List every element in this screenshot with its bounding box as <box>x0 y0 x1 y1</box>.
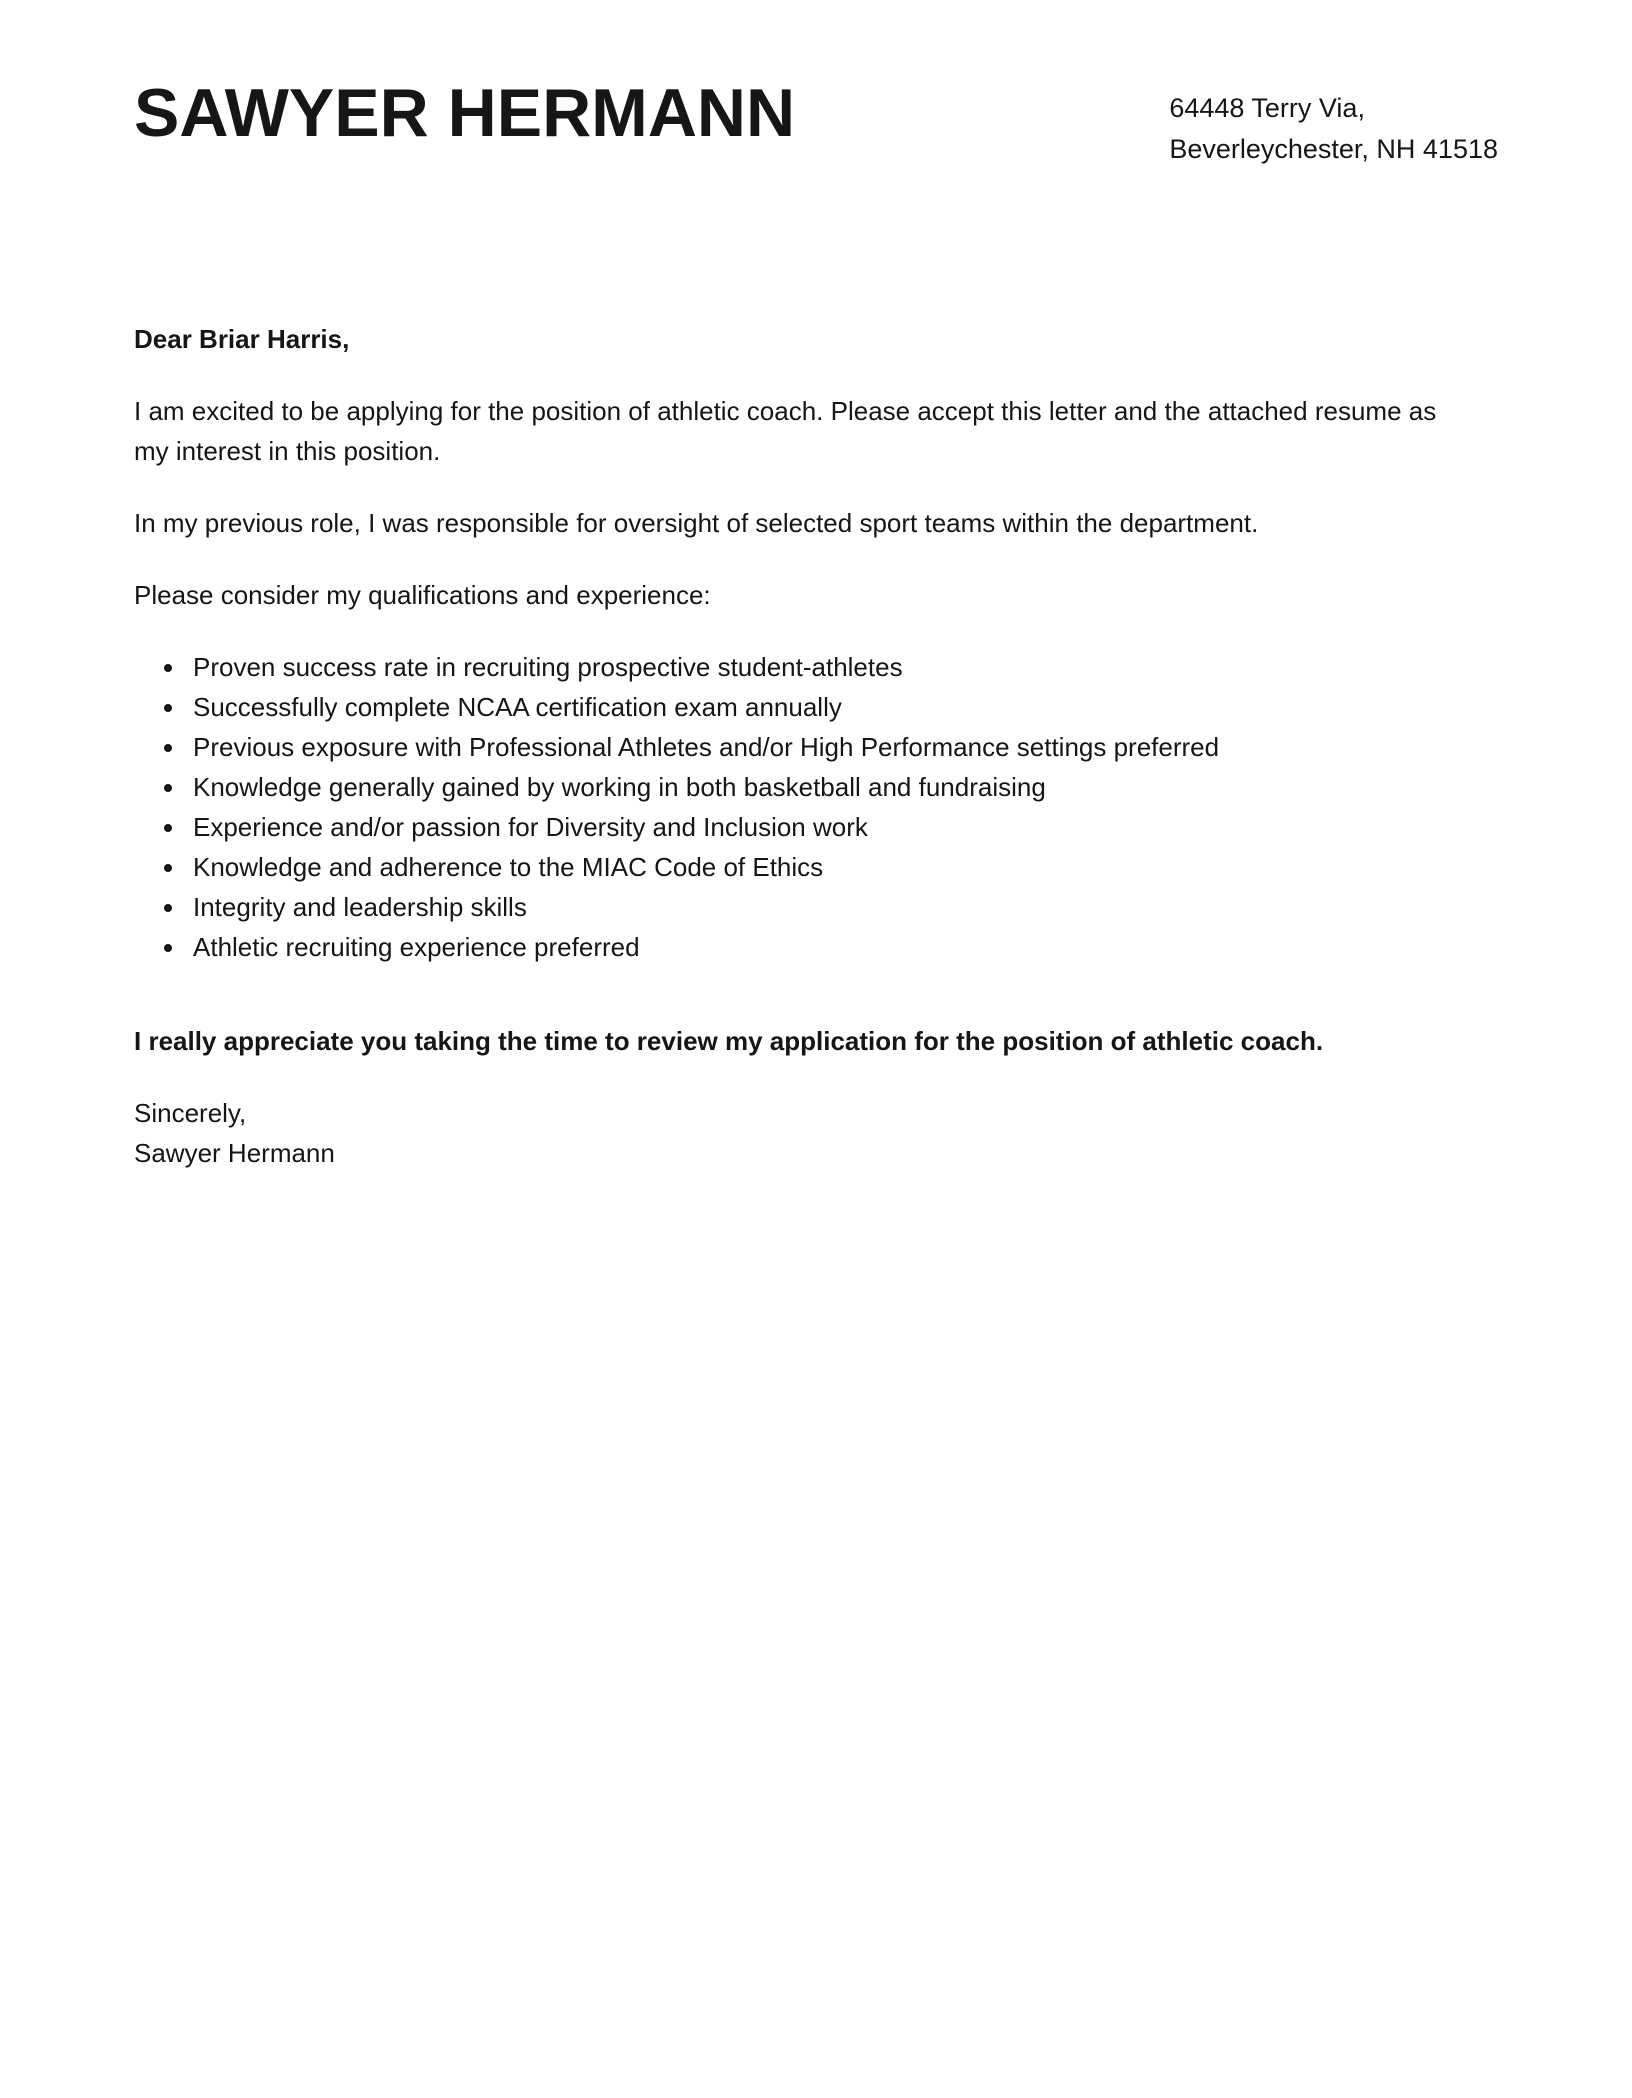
qualifications-list <box>134 647 1474 967</box>
letter-header <box>134 75 1498 169</box>
paragraph-previous-role: In my previous role, I was responsible for oversight of selected sport teams within the department. <box>134 508 1259 539</box>
qualification-item: • Successfully complete NCAA certification exam annually <box>187 687 1474 727</box>
qualification-item: • Knowledge generally gained by working in both basketball and fundraising <box>187 767 1474 807</box>
qualification-item: • Previous exposure with Professional Athletes and/or High Performance settings preferred <box>187 727 1474 767</box>
paragraph-qualifications-intro: Please consider my qualifications and experience: <box>134 580 711 611</box>
letter-body <box>134 319 1474 1174</box>
signature-name: Sawyer Hermann <box>134 1138 335 1169</box>
address-line-1: 64448 Terry Via, <box>1169 93 1365 123</box>
qualification-item: • Integrity and leadership skills <box>187 887 1474 927</box>
qualification-item: • Knowledge and adherence to the MIAC Code of Ethics <box>187 847 1474 887</box>
qualification-item: • Proven success rate in recruiting prospective student-athletes <box>187 647 1474 687</box>
paragraph-closing: I really appreciate you taking the time to review my application for the position of athletic coach. <box>134 1026 1324 1057</box>
address-line-2: Beverleychester, NH 41518 <box>1169 133 1498 164</box>
qualification-item: • Experience and/or passion for Diversity and Inclusion work <box>187 807 1474 847</box>
qualification-item: • Athletic recruiting experience preferred <box>187 927 1474 967</box>
paragraph-intro: I am excited to be applying for the position of athletic coach. Please accept this letter and the attached resume as my interest in this position. <box>134 396 1437 467</box>
salutation: Dear Briar Harris, <box>134 324 350 354</box>
sender-name: SAWYER HERMANN <box>134 75 796 151</box>
signoff: Sincerely, <box>134 1098 247 1129</box>
sender-address <box>1169 78 1498 169</box>
signoff-block <box>134 1093 1474 1173</box>
